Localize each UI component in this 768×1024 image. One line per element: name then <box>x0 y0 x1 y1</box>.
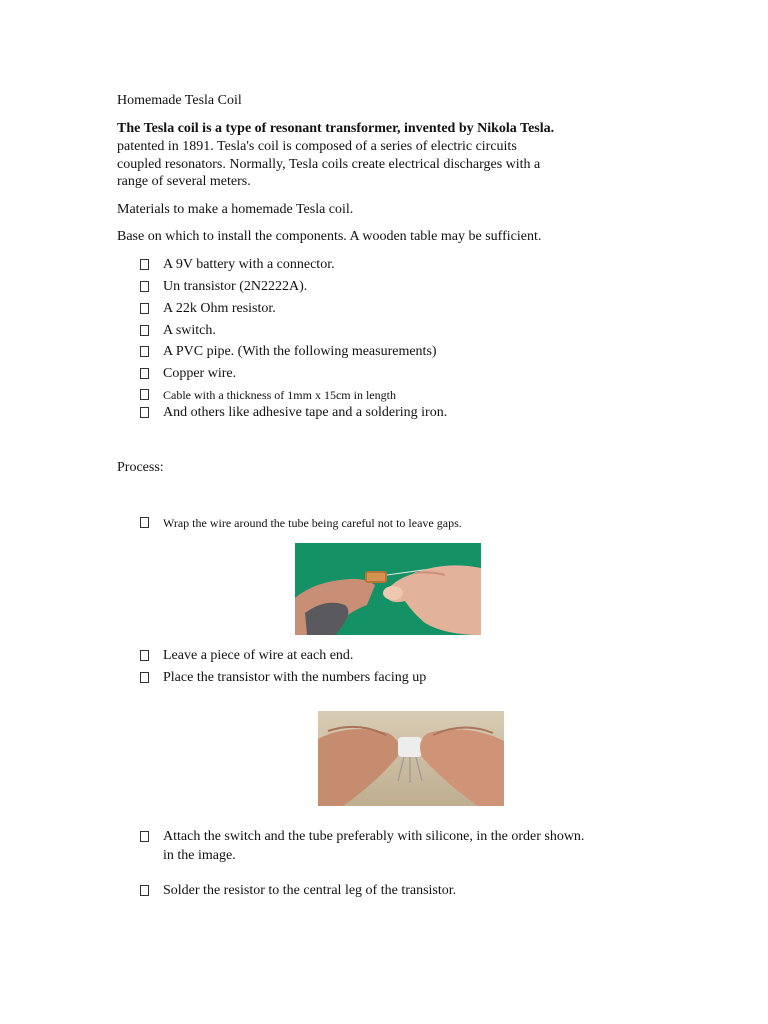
wire-wrapping-photo <box>295 543 481 635</box>
intro-line: range of several meters. <box>117 174 251 189</box>
list-item-text: Cable with a thickness of 1mm x 15cm in length <box>163 388 396 402</box>
list-item-text: A PVC pipe. (With the following measurements) <box>163 344 437 359</box>
materials-heading: Materials to make a homemade Tesla coil. <box>117 202 354 217</box>
document-title: Homemade Tesla Coil <box>117 93 242 108</box>
transistor-illustration <box>318 711 504 806</box>
process-step-text: Solder the resistor to the central leg of the transistor. <box>163 883 457 898</box>
process-step-text: in the image. <box>163 848 236 863</box>
process-step-text: Wrap the wire around the tube being careful not to leave gaps. <box>163 516 462 530</box>
bullet-box-icon <box>140 346 149 357</box>
intro-bold-sentence: The Tesla coil is a type of resonant transformer, invented by Nikola Tesla. <box>117 121 555 136</box>
bullet-box-icon <box>140 831 149 842</box>
bullet-box-icon <box>140 885 149 896</box>
base-line: Base on which to install the components. A wooden table may be sufficient. <box>117 229 542 244</box>
bullet-box-icon <box>140 303 149 314</box>
intro-line: patented in 1891. Tesla's coil is composed of a series of electric circuits <box>117 139 517 154</box>
list-item-text: And others like adhesive tape and a soldering iron. <box>163 405 448 420</box>
list-item-text: A 9V battery with a connector. <box>163 257 335 272</box>
list-item-text: Un transistor (2N2222A). <box>163 279 308 294</box>
process-step-text: Leave a piece of wire at each end. <box>163 648 354 663</box>
bullet-box-icon <box>140 368 149 379</box>
process-step-text: Attach the switch and the tube preferably with silicone, in the order shown. <box>163 829 585 844</box>
list-item-text: A 22k Ohm resistor. <box>163 301 276 316</box>
bullet-box-icon <box>140 650 149 661</box>
bullet-box-icon <box>140 281 149 292</box>
intro-line: coupled resonators. Normally, Tesla coils create electrical discharges with a <box>117 157 541 172</box>
bullet-box-icon <box>140 259 149 270</box>
bullet-box-icon <box>140 517 149 528</box>
wire-wrapping-illustration <box>295 543 481 635</box>
transistor-photo <box>318 711 504 806</box>
process-heading: Process: <box>117 460 164 475</box>
bullet-box-icon <box>140 672 149 683</box>
process-step-text: Place the transistor with the numbers facing up <box>163 670 427 685</box>
bullet-box-icon <box>140 407 149 418</box>
bullet-box-icon <box>140 325 149 336</box>
list-item-text: Copper wire. <box>163 366 237 381</box>
list-item-text: A switch. <box>163 323 216 338</box>
bullet-box-icon <box>140 389 149 400</box>
